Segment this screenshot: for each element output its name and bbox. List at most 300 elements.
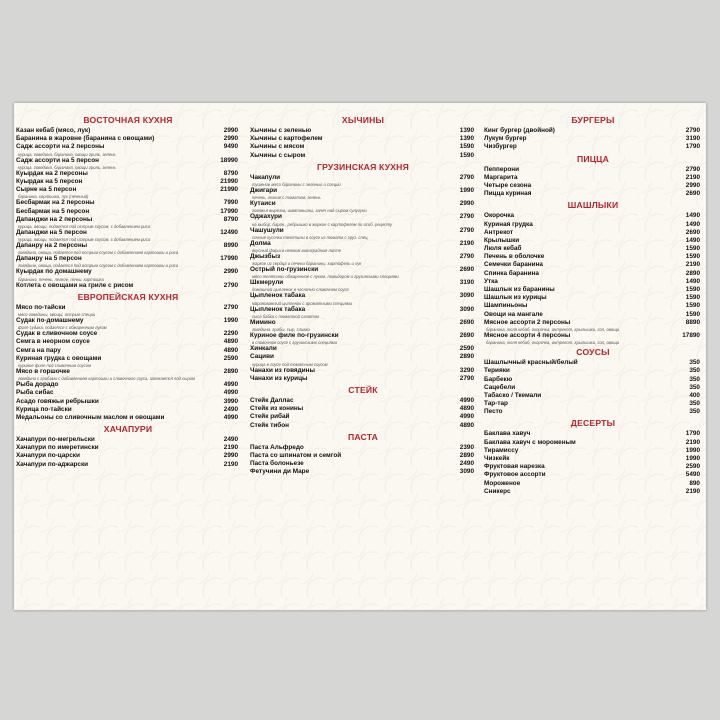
menu-item-price: 2590 [459,345,474,353]
menu-item [248,353,478,366]
menu-item-price: 1390 [459,127,474,134]
menu-item-name: Мороженое [484,479,521,487]
menu-item-name: Дапанджи на 2 персоны [16,215,93,223]
menu-item [14,436,242,444]
menu-item-name: Фруктовое ассорти [484,471,546,479]
menu-item-name: Шампиньоны [484,302,528,310]
section-title: СОУСЫ [576,347,610,358]
menu-item-name: Джигари [250,186,278,194]
menu-item-price: 2990 [223,135,238,143]
menu-item-name: Кинг бургер (двойной) [484,127,555,134]
menu-item-price: 3290 [459,366,474,374]
menu-item [248,444,478,452]
menu-item-row [484,174,704,182]
menu-section [248,383,478,430]
menu-item-price: 1990 [685,446,700,454]
section-title: ГРУЗИНСКАЯ КУХНЯ [317,161,409,172]
menu-item-row [16,229,242,237]
menu-item [14,389,242,397]
menu-item-name: Рыба дорадо [16,381,59,389]
menu-item-name: Овощи на мангале [484,310,543,318]
menu-item-price: 1590 [459,151,474,159]
section-title: ХЫЧИНЫ [341,115,385,125]
menu-item-name: Джызбыз [250,252,281,260]
menu-item [248,213,478,226]
menu-item-name: Шашлычный красный/белый [484,359,578,367]
menu-item-name: Оджахури [250,213,282,221]
menu-item [482,392,704,400]
menu-item [248,152,478,160]
menu-item-name: Паста со шпинатом и семгой [250,451,342,459]
menu-item-price: 4890 [459,405,474,413]
menu-item-row [484,190,704,198]
menu-section [248,160,478,383]
menu-item-row [484,359,704,367]
menu-item-price: 3090 [459,468,474,476]
menu-item-row [250,332,478,340]
menu-item-row [484,182,704,190]
menu-item [14,338,242,346]
menu-item-row [484,229,704,237]
menu-item [248,227,478,240]
menu-item [248,422,478,430]
menu-item-description: вкусный фарш в нежном виноградном листе [252,247,341,253]
menu-item-price: 400 [689,391,700,399]
menu-section [248,430,478,477]
menu-item-price: 2990 [223,452,238,460]
menu-item-row [484,455,704,463]
menu-item-name: Барбекю [484,375,513,383]
menu-item-name: Садж ассорти на 2 персоны [16,143,105,151]
menu-item-name: Хычины с мясом [250,143,305,151]
menu-item-row [484,488,704,496]
menu-item-row [16,389,242,397]
menu-item-name: Сацебели [484,383,516,391]
menu-item-name: Чанахи из курицы [250,374,308,382]
menu-item-row [16,178,242,186]
menu-item-price: 1490 [685,236,700,244]
menu-item-price: 350 [689,367,700,375]
menu-item-price: 2890 [459,451,474,459]
menu-column-1 [14,113,242,469]
menu-item-price: 8890 [685,318,700,326]
menu-item-name: Мимино [250,318,276,326]
menu-item-row [484,471,704,479]
menu-item [248,266,478,279]
menu-item-price: 5490 [685,471,700,479]
menu-item-row [250,279,478,287]
menu-item [248,187,478,200]
menu-item-name: Хачапури по-мегрельски [16,436,95,444]
menu-item-description: курица, овощи, подается под острым соусом, с добавлением риса [18,237,151,243]
menu-item [482,408,704,416]
menu-item-name: Люля кебаб [484,245,522,253]
menu-item-row [16,135,242,143]
menu-item-row [250,353,478,361]
menu-item [482,302,704,310]
menu-item-price: 2790 [459,213,474,221]
menu-item-price: 1990 [223,317,238,324]
menu-item-price: 1590 [685,253,700,261]
menu-item-description: сыса бабка с томатной салатом [252,313,319,319]
menu-item-price: 1590 [459,143,474,151]
menu-item-name: Стейк тибон [250,421,289,429]
menu-item-price: 3190 [685,135,700,143]
menu-item-row [484,302,704,310]
menu-item-name: Рыба сибас [16,389,54,397]
menu-item-name: Шашлык из курицы [484,294,547,302]
menu-item-name: Мясное ассорти 4 персоны [484,331,571,339]
menu-item-price: 2690 [459,332,474,339]
menu-item [14,255,242,268]
menu-item-price: 1790 [685,143,700,151]
menu-item-price: 4990 [459,396,474,404]
menu-item-row [250,135,478,143]
menu-item-price: 8790 [223,169,238,177]
menu-item-price: 2690 [459,266,474,274]
menu-item-price: 2190 [223,444,238,452]
menu-item-price: 1590 [685,245,700,253]
menu-item [248,174,478,187]
menu-item-row [250,227,478,235]
menu-item-row [250,213,478,221]
menu-item-row [484,270,704,278]
menu-item-name: Семга на пару [16,346,61,354]
menu-item-price: 350 [689,383,700,391]
menu-item-row [484,166,704,174]
menu-item [482,311,704,319]
menu-item [482,278,704,286]
menu-item-row [16,368,242,376]
menu-item-price: 12490 [220,228,238,236]
menu-item [482,430,704,438]
menu-item-name: Куырдак по домашнему [16,268,92,276]
menu-item-description: курица, говядина, баранина, овощи гриль, зелень [18,164,116,170]
menu-item [14,157,242,170]
section-title: ПАСТА [347,431,379,442]
menu-item-name: Печень в оболочке [484,253,545,261]
menu-item [482,471,704,479]
menu-item [14,461,242,469]
menu-item-name: Маргарита [484,173,518,181]
menu-item-row [484,278,704,286]
menu-sheet [14,103,706,610]
menu-item-name: Кутаиси [250,200,276,208]
menu-item-row [484,367,704,375]
menu-item-row [250,127,478,135]
menu-item-price: 21990 [220,177,238,185]
menu-section [482,416,704,496]
menu-item-price: 2190 [685,487,700,495]
menu-item-price: 2190 [685,261,700,269]
menu-item-description: мясо телятины обжаренное с луком, помидором и грузинскими специями [252,274,399,280]
menu-item [482,439,704,447]
menu-item-price: 3090 [459,305,474,313]
menu-item-price: 18990 [220,156,238,164]
menu-item-name: Асадо говяжьи ребрышки [16,397,99,405]
menu-item-name: Острый по-грузински [250,266,319,274]
menu-item-name: Бесбармак на 2 персоны [16,199,95,207]
menu-item [248,292,478,305]
menu-item-price: 2590 [223,354,238,362]
menu-item [248,468,478,476]
menu-item-name: Баклава хавуч с мороженым [484,438,576,446]
section-title: СТЕЙК [348,384,378,395]
menu-item-name: Паста Альфредо [250,443,304,451]
menu-item-price: 2490 [223,436,238,444]
menu-item-price: 2190 [685,173,700,181]
menu-item-name: Казан кебаб (мясо, лук) [16,127,91,134]
menu-item-name: Хачапури по имеретински [16,444,99,452]
menu-item-row [250,367,478,375]
menu-item-name: Лукум бургер [484,135,527,143]
menu-item-name: Фетучини ди Маре [250,468,310,476]
menu-item-name: Хычины с сыром [250,151,306,159]
menu-item-price: 2790 [459,226,474,234]
section-title: ШАШЛЫКИ [567,200,619,211]
menu-item [14,398,242,406]
menu-item-name: Судак в сливочном соусе [16,330,98,338]
menu-section [248,113,478,160]
menu-item-price: 1490 [685,277,700,285]
menu-item-name: Чашушули [250,226,284,234]
menu-item [14,406,242,414]
menu-item-price: 2990 [685,181,700,189]
menu-item-description: куриное филе под сливочным соусом [18,362,91,368]
menu-item-price: 2690 [459,318,474,326]
menu-item-price: 2890 [223,367,238,375]
menu-item-row [16,330,242,338]
menu-item-price: 2790 [685,127,700,134]
menu-item-row [484,392,704,400]
menu-item-price: 17990 [220,255,238,263]
menu-item [482,319,704,332]
menu-item-name: Чизбургер [484,143,517,151]
menu-item-row [16,127,242,135]
menu-item-price: 2390 [459,443,474,451]
menu-item-name: Пепперони [484,165,520,173]
menu-item-row [16,444,242,452]
menu-item-row [250,253,478,261]
menu-item-name: Чизкейк [484,455,510,462]
menu-section [482,198,704,345]
menu-item-price: 2690 [685,190,700,198]
menu-item-row [484,439,704,447]
menu-item-price: 9490 [223,143,238,151]
menu-item-row [484,400,704,408]
menu-item-price: 17890 [682,331,700,339]
menu-item-name: Паста болоньезе [250,460,304,468]
menu-item-name: Дапанру на 5 персон [16,255,82,263]
menu-item-description: домашний цыпленок в чесночно-сливочном соусе [252,287,349,293]
menu-item [14,178,242,186]
menu-item-row [484,319,704,327]
menu-item [482,384,704,392]
menu-item-name: Медальоны со сливочным маслом и овощами [16,413,165,421]
menu-item [482,174,704,182]
menu-item [248,306,478,319]
menu-item-row [16,304,242,312]
menu-item-price: 2790 [223,303,238,311]
menu-item-row [16,282,242,290]
menu-item-row [484,480,704,488]
menu-item [14,127,242,135]
menu-item-description: баранина, люля кебаб, окорочка, антрекот, крылышки, сол, овощи [486,326,620,332]
menu-item-description: говядина с грибами с добавлением картошки и сливочного соуса, запекается под сыром [18,376,195,382]
menu-item [14,268,242,281]
menu-item-row [250,187,478,195]
menu-item [14,135,242,143]
menu-item [14,208,242,216]
menu-item-name: Стейк рибай [250,413,290,421]
menu-item-price: 2790 [459,173,474,181]
menu-item-name: Баранина в жаровне (баранина с овощами) [16,135,155,143]
menu-item [248,135,478,143]
menu-item-price: 1490 [685,212,700,220]
menu-item-price: 2990 [459,200,474,208]
menu-item-description: курица, овощи, подается под острым соусом, с добавлением риса [18,223,151,229]
menu-item-row [250,397,478,405]
menu-item-row [484,376,704,384]
menu-item [248,460,478,468]
menu-item [482,455,704,463]
menu-item-name: Табаско / Ткемали [484,391,542,399]
menu-item-name: Чакапули [250,173,281,181]
menu-item-price: 2790 [223,281,238,289]
menu-item-row [484,127,704,135]
menu-item-price: 2590 [685,463,700,471]
menu-item-row [484,286,704,294]
menu-item-price: 7990 [223,199,238,207]
menu-item-name: Цыпленок табака [250,292,306,300]
menu-item [14,282,242,290]
menu-item [248,345,478,353]
menu-item-name: Хычины с зеленью [250,127,312,134]
menu-item-description: жаркое из сердца и печени баранины, картофель и лук [252,261,362,267]
menu-section [14,422,242,469]
menu-item-price: 4990 [223,389,238,397]
menu-item-price: 1790 [685,430,700,438]
menu-item-row [484,384,704,392]
menu-item-price: 2490 [223,405,238,413]
menu-item-row [250,240,478,248]
menu-item-description: филе судака, подается с обжаренным луком [18,325,107,331]
menu-item-name: Песто [484,408,503,416]
menu-item-name: Тирамиссу [484,446,519,454]
menu-item-description: говяжья вырезка, шампиньоны, запеч над сыром сулугуни [252,208,367,214]
menu-item-price: 4990 [459,413,474,421]
menu-section [14,113,242,290]
menu-item-price: 1990 [459,186,474,194]
menu-item-price: 2790 [459,374,474,382]
menu-item-name: Котлета с овощами на гриле с рисом [16,281,134,289]
menu-item-name: Пицца куриная [484,190,532,198]
menu-item [14,347,242,355]
menu-item-price: 4890 [223,338,238,346]
menu-item-name: Хычины с картофелем [250,135,323,143]
menu-item-name: Садж ассорти на 5 персон [16,156,99,164]
menu-item-name: Семечки баранина [484,261,543,269]
menu-item [248,367,478,375]
menu-item-price: 2190 [459,239,474,247]
menu-item [248,452,478,460]
menu-item-name: Крылышки [484,236,520,244]
menu-item-price: 1590 [685,310,700,318]
menu-item-name: Тар-тар [484,400,508,408]
menu-item-price: 1590 [685,294,700,302]
menu-item [482,400,704,408]
menu-item-price: 2290 [223,330,238,338]
menu-item-row [484,143,704,151]
menu-item-row [250,200,478,208]
menu-item [14,330,242,338]
menu-column-3 [482,113,704,496]
menu-item [482,359,704,367]
menu-item-row [16,338,242,346]
menu-item-price: 1590 [685,302,700,310]
menu-section [14,290,242,422]
menu-column-2 [248,113,478,476]
menu-item [248,200,478,213]
menu-item-row [16,452,242,460]
menu-item-row [484,135,704,143]
menu-item-name: Фруктовая нарезка [484,463,545,471]
menu-item-name: Сациви [250,353,274,361]
menu-item-price: 2190 [685,438,700,446]
menu-item [482,294,704,302]
menu-item-description: сочные кусочки телятины в соусе из томата с груз. спец. [252,234,369,240]
menu-item [14,304,242,317]
menu-item-price: 1390 [459,135,474,143]
menu-item [482,261,704,269]
menu-item-row [250,292,478,300]
menu-item [14,199,242,207]
menu-item-price: 4990 [223,413,238,421]
menu-item-name: Четыре сезона [484,181,532,189]
menu-item-price: 4990 [223,381,238,389]
menu-item [482,447,704,455]
menu-item-price: 3090 [459,292,474,300]
menu-item-description: маринованный цыпленок с ароматными специями [252,300,352,306]
menu-item-name: Хинкали [250,345,277,353]
menu-item-name: Чанахи из говядины [250,366,315,374]
menu-item-row [16,406,242,414]
menu-item [482,190,704,198]
menu-item-name: Курица по-тайски [16,405,72,413]
menu-item [482,127,704,135]
menu-item-row [484,408,704,416]
menu-item [482,229,704,237]
menu-item [482,463,704,471]
menu-item-row [16,143,242,151]
menu-item-row [484,237,704,245]
section-title: БУРГЕРЫ [571,115,615,125]
menu-item [482,237,704,245]
menu-item-row [484,447,704,455]
menu-item-price: 17990 [220,207,238,215]
menu-item [482,143,704,151]
menu-item [482,212,704,220]
menu-item-row [16,461,242,469]
menu-item [14,355,242,368]
menu-section [482,152,704,199]
menu-item-row [16,347,242,355]
menu-item-row [484,463,704,471]
section-title: ЕВРОПЕЙСКАЯ КУХНЯ [77,291,179,302]
menu-item [14,170,242,178]
menu-item-row [484,261,704,269]
menu-item-row [16,317,242,325]
